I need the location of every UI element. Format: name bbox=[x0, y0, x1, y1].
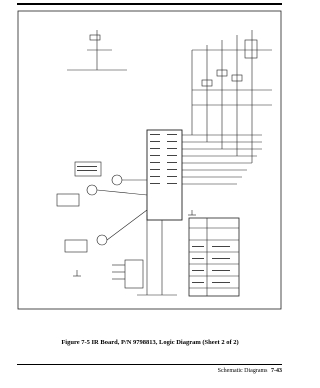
schematic-diagram bbox=[17, 10, 282, 310]
figure-caption: Figure 7-5 IR Board, P/N 9798813, Logic Diagram (Sheet 2 of 2) bbox=[61, 339, 239, 346]
header-rule bbox=[17, 3, 282, 5]
page-number: 7-43 bbox=[271, 368, 282, 374]
footer-rule bbox=[17, 364, 282, 365]
page-footer bbox=[218, 368, 282, 374]
schematic-svg bbox=[17, 10, 282, 310]
footer-section: Schematic Diagrams bbox=[217, 368, 268, 374]
